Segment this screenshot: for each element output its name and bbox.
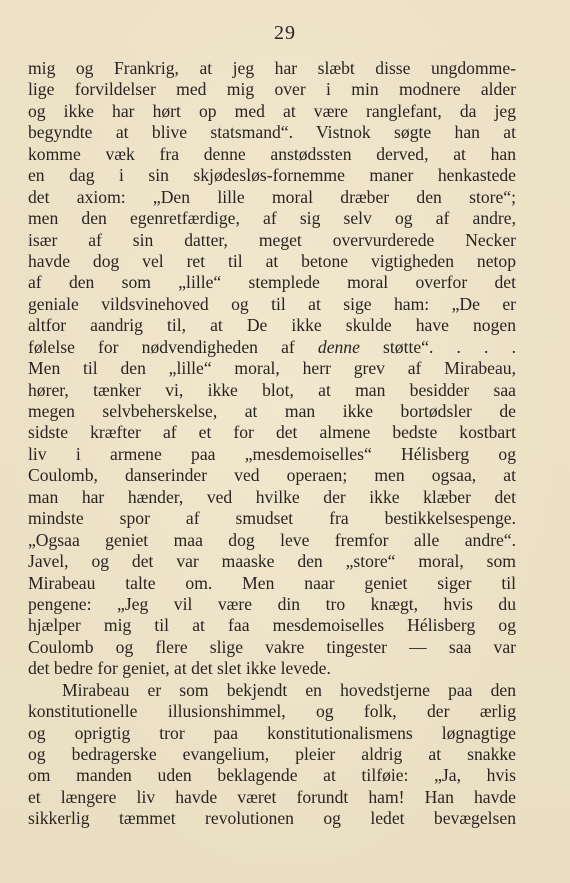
text-line: altfor aandrig til, at De ikke skulde have nogen bbox=[28, 315, 516, 336]
text-line: liv i armene paa „mesdemoiselles“ Hélisberg og bbox=[28, 443, 516, 464]
text-line: geniale vildsvinehoved og til at sige ham: „De er bbox=[28, 293, 516, 314]
text-segment: støtte“. . . . bbox=[359, 336, 516, 357]
text-line: især af sin datter, meget overvurderede Necker bbox=[28, 229, 516, 250]
text-segment: følelse for nødvendigheden af bbox=[28, 336, 318, 357]
text-line: Coulomb, danserinder ved operaen; men ogsaa, at bbox=[28, 465, 516, 486]
text-line: „Ogsaa geniet maa dog leve fremfor alle andre“. bbox=[28, 529, 516, 550]
text-line: megen selvbeherskelse, at man ikke bortødsler de bbox=[28, 401, 516, 421]
text-line: en dag i sin skjødesløs-fornemme maner henkastede bbox=[28, 165, 516, 186]
text-line: det axiom: „Den lille moral dræber den store“; bbox=[28, 186, 516, 207]
text-line-with-italic bbox=[28, 337, 516, 358]
text-line: et længere liv havde været forundt ham! Han havde bbox=[28, 786, 516, 807]
text-line: begyndte at blive statsmand“. Vistnok søgte han at bbox=[28, 122, 516, 143]
text-line: konstitutionelle illusionshimmel, og folk, der ærlig bbox=[28, 701, 516, 722]
text-line: Mirabeau talte om. Men naar geniet siger til bbox=[28, 572, 516, 593]
text-line: og bedragerske evangelium, pleier aldrig at snakke bbox=[28, 744, 516, 764]
text-line: hører, tænker vi, ikke blot, at man besidder saa bbox=[28, 379, 516, 400]
text-line: Javel, og det var maaske den „store“ moral, som bbox=[28, 551, 516, 572]
text-line: og ikke har hørt op med at være ranglefant, da jeg bbox=[28, 100, 516, 121]
text-line: havde dog vel ret til at betone vigtigheden netop bbox=[28, 250, 516, 271]
text-line: man har hænder, ved hvilke der ikke klæber det bbox=[28, 486, 516, 507]
text-line: komme væk fra denne anstødssten derved, at han bbox=[28, 143, 516, 164]
text-line: sidste kræfter af et for det almene bedste kostbart bbox=[28, 422, 516, 443]
body-text bbox=[28, 58, 516, 830]
text-line: mindste spor af smudset fra bestikkelsespenge. bbox=[28, 508, 516, 529]
text-line: mig og Frankrig, at jeg har slæbt disse ungdomme- bbox=[28, 58, 516, 78]
text-line: pengene: „Jeg vil være din tro knægt, hvis du bbox=[28, 593, 516, 614]
text-line: af den som „lille“ stemplede moral overfor det bbox=[28, 272, 516, 293]
text-line: Coulomb og flere slige vakre tingester — saa var bbox=[28, 636, 516, 657]
text-line: men den egenretfærdige, af sig selv og af andre, bbox=[28, 208, 516, 229]
text-line: det bedre for geniet, at det slet ikke levede. bbox=[28, 658, 331, 679]
text-line: Mirabeau er som bekjendt en hovedstjerne paa den bbox=[62, 679, 516, 700]
text-line: sikkerlig tæmmet revolutionen og ledet bevægelsen bbox=[28, 808, 516, 829]
italic-word: denne bbox=[317, 336, 360, 357]
text-line: hjælper mig til at faa mesdemoiselles Hélisberg og bbox=[28, 615, 516, 636]
text-line: og oprigtig tror paa konstitutionalismens løgnagtige bbox=[28, 722, 516, 743]
page-number: 29 bbox=[274, 22, 296, 44]
text-line: Men til den „lille“ moral, herr grev af Mirabeau, bbox=[28, 358, 516, 379]
text-line: om manden uden beklagende at tilføie: „Ja, hvis bbox=[28, 765, 516, 786]
text-line: lige forvildelser med mig over i min modnere alder bbox=[28, 79, 516, 100]
